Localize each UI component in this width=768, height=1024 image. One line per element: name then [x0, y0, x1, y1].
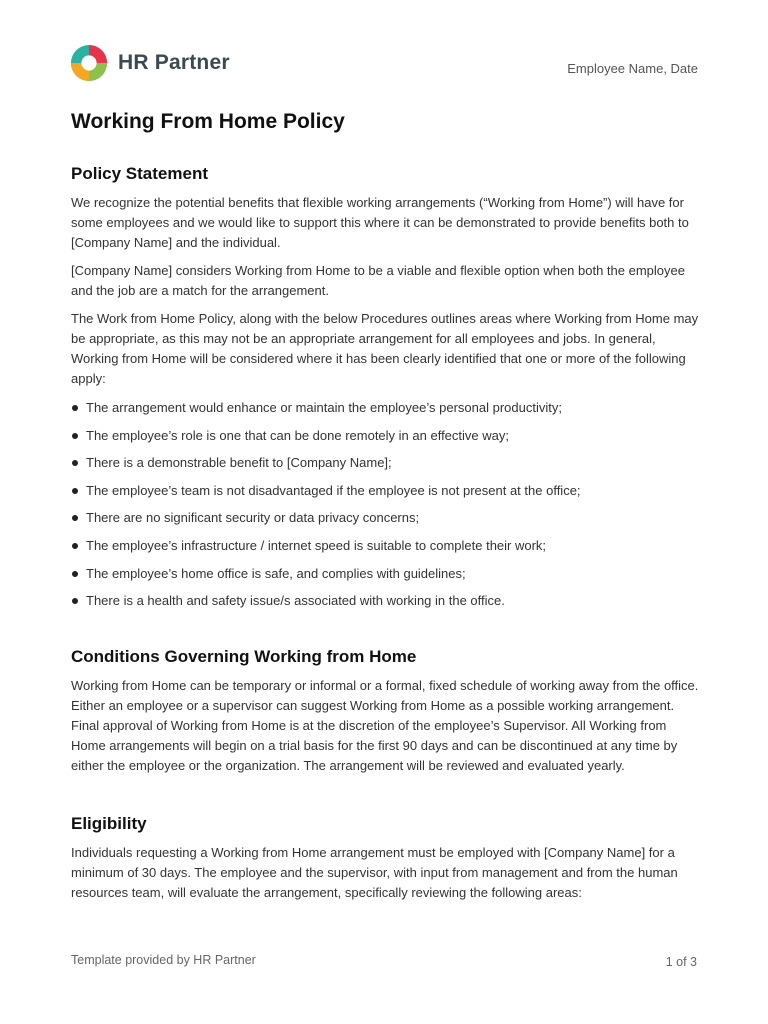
section-heading-policy-statement: Policy Statement — [71, 164, 208, 183]
page-footer — [71, 953, 697, 967]
bullet-icon — [72, 405, 78, 411]
bullet-icon — [72, 543, 78, 549]
bullet-icon — [72, 598, 78, 604]
brand-name: HR Partner — [118, 51, 230, 74]
list-item: The employee’s infrastructure / internet speed is suitable to complete their work; — [71, 536, 701, 556]
bullet-icon — [72, 433, 78, 439]
list-item: The employee’s home office is safe, and complies with guidelines; — [71, 564, 701, 584]
list-item: There is a health and safety issue/s associated with working in the office. — [71, 591, 701, 611]
list-item: There is a demonstrable benefit to [Company Name]; — [71, 453, 701, 473]
section-heading-eligibility: Eligibility — [71, 813, 147, 833]
document-body — [71, 110, 701, 911]
section-heading-conditions: Conditions Governing Working from Home — [71, 646, 417, 666]
paragraph: The Work from Home Policy, along with the below Procedures outlines areas where Working from Home may be appropriate, as this may not be an appropriate arrangement for all employees and jobs. In general, Working from Home will be considered where it has been clearly identified that one or more of the following apply: — [71, 311, 699, 386]
employee-name-date: Employee Name, Date — [567, 61, 698, 76]
list-item: There are no significant security or data privacy concerns; — [71, 508, 701, 528]
bullet-icon — [72, 460, 78, 466]
bullet-icon — [72, 488, 78, 494]
page-number: 1 of 3 — [665, 955, 697, 969]
page-header — [70, 43, 698, 87]
bullet-list — [71, 398, 701, 611]
paragraph: [Company Name] considers Working from Home to be a viable and flexible option when both the employee and the job are a match for the arrangement. — [71, 263, 685, 298]
paragraph: We recognize the potential benefits that flexible working arrangements (“Working from Home”) will have for some employees and we would like to support this where it can be demonstrated to provide benefits both to [Company Name] and the individual. — [71, 195, 689, 250]
list-item: The employee’s role is one that can be done remotely in an effective way; — [71, 426, 701, 446]
list-item: The arrangement would enhance or maintain the employee’s personal productivity; — [71, 398, 701, 418]
footer-credit: Template provided by HR Partner — [71, 953, 256, 967]
hr-partner-logo-icon — [70, 43, 108, 83]
list-item: The employee’s team is not disadvantaged if the employee is not present at the office; — [71, 481, 701, 501]
paragraph: Individuals requesting a Working from Home arrangement must be employed with [Company Name] for a minimum of 30 days. The employee and the supervisor, with input from management and from the human resources team, will evaluate the arrangement, specifically reviewing the following areas: — [71, 844, 678, 900]
bullet-icon — [72, 515, 78, 521]
paragraph: Working from Home can be temporary or informal or a formal, fixed schedule of working away from the office. Either an employee or a supervisor can suggest Working from Home as a possible working arrangement. Final approval of Working from Home is at the discretion of the employee’s Supervisor. All Working from Home arrangements will begin on a trial basis for the first 90 days and can be discontinued at any time by either the employee or the organization. The arrangement will be reviewed and evaluated yearly. — [71, 677, 699, 773]
page-title: Working From Home Policy — [71, 110, 345, 133]
bullet-icon — [72, 571, 78, 577]
